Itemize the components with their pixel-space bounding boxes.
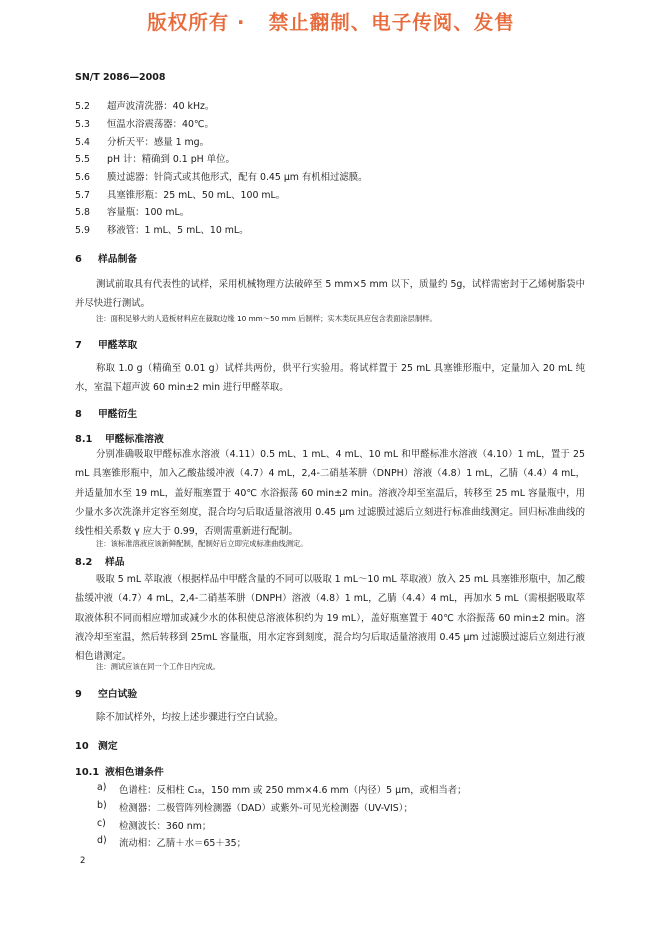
section-body: 分别准确吸取甲醛标准水溶液（4.11）0.5 mL、1 mL、4 mL、10 mL 和甲醛标准水溶液（4.10）1 mL，置于 25 mL 具塞锥形瓶中，加入乙酸盐缓冲液（4.7）4 mL，2,4-二硝基苯肼（DNPH）溶液（4.8）1 mL，乙腈（4.4）4 mL，并适量加水至 19 mL，盖好瓶塞置于 40℃ 水浴振荡 60 min±2 min。溶液冷却至室温后，转移至 25 mL 容量瓶中，用少量水多次洗涤并定容至刻度，混合均匀后取适量溶液用 0.45 μm 过滤膜过滤后立刻进行标准曲线测定。回归标准曲线的线性相关系数 γ 应大于 0.99，否则需重新进行配制。	[75, 449, 585, 538]
section-body: 除不加试样外，均按上述步骤进行空白试验。	[96, 712, 284, 723]
subsection-heading: 8.1 甲醛标准溶液	[75, 434, 164, 445]
section-body: 吸取 5 mL 萃取液（根据样品中甲醛含量的不同可以吸取 1 mL～10 mL 萃取液）放入 25 mL 具塞锥形瓶中，加乙酸盐缓冲液（4.7）4 mL，2,4-二硝基苯肼（DNPH）溶液（4.8）1 mL，乙腈（4.4）4 mL，再加水 5 mL（需根据吸取萃取液体积不同而相应增加或减少水的体积使总溶液体积约为 19 mL），盖好瓶塞置于 40℃ 水浴振荡 60 min±2 min。溶液冷却至室温，然后转移到 25mL 容量瓶，用水定容到刻度，混合均匀后取适量溶液用 0.45 μm 过滤膜过滤后立刻进行液相色谱测定。	[75, 574, 585, 663]
section-heading: 8 甲醛衍生	[75, 409, 138, 420]
section-note: 注：面积足够大的人造板材料应在裁取边缘 10 mm～50 mm 后制样；实木类玩具应包含表面涂层制样。	[96, 314, 437, 323]
section-body: 称取 1.0 g（精确至 0.01 g）试样共两份，供平行实验用。将试样置于 25 mL 具塞锥形瓶中，定量加入 20 mL 纯水，室温下超声波 60 min±2 min 进行甲醛萃取。	[75, 363, 585, 394]
watermark-banner: 版权所有 · 禁止翻制、电子传阅、发售	[147, 11, 515, 34]
subsection-heading: 10.1 液相色谱条件	[75, 767, 164, 778]
section-note: 注：测试应该在同一个工作日内完成。	[96, 662, 221, 671]
standard-code: SN/T 2086—2008	[75, 72, 166, 83]
subsection-heading: 8.2 样品	[75, 557, 125, 568]
section-heading: 9 空白试验	[75, 689, 138, 700]
section-note: 注：该标准溶液应该新鲜配制，配制好后立即完成标准曲线测定。	[96, 539, 308, 548]
page-number: 2	[80, 856, 86, 866]
section-heading: 10 测定	[75, 741, 118, 752]
section-body: 测试前取具有代表性的试样，采用机械物理方法破碎至 5 mm×5 mm 以下，质量约 5g，试样需密封于乙烯树脂袋中并尽快进行测试。	[75, 279, 585, 310]
section-heading: 7 甲醛萃取	[75, 340, 138, 351]
section-heading: 6 样品制备	[75, 254, 138, 265]
